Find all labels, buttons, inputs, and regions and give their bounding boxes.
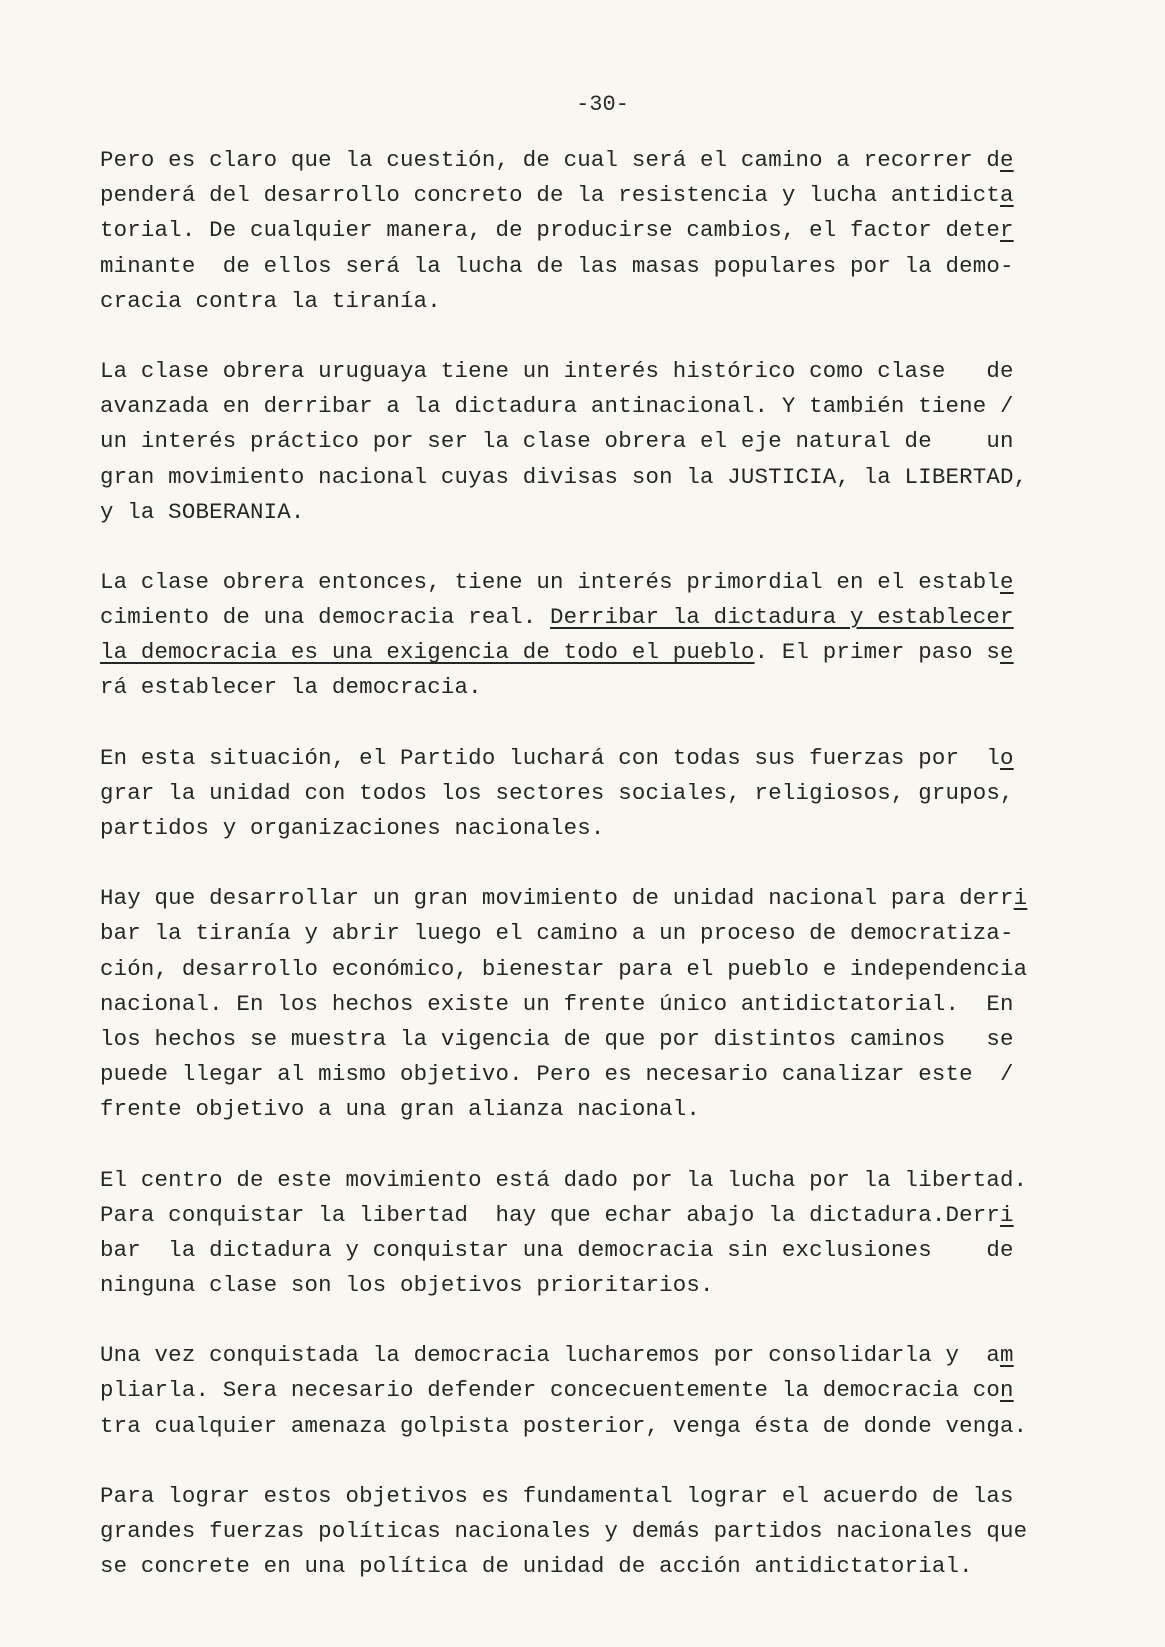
paragraph-5	[100, 881, 1075, 1127]
text-line: Para lograr estos objetivos es fundamental lograr el acuerdo de las	[100, 1482, 1014, 1509]
text-line: grar la unidad con todos los sectores sociales, religiosos, grupos,	[100, 779, 1014, 806]
text-line: partidos y organizaciones nacionales.	[100, 815, 605, 841]
text-line: Pero es claro que la cuestión, de cual será el camino a recorrer de	[100, 147, 1014, 173]
paragraph-6	[100, 1163, 1075, 1304]
text-line: los hechos se muestra la vigencia de que por distintos caminos se	[100, 1025, 1014, 1052]
paragraph-2	[100, 354, 1075, 530]
document-body	[100, 143, 1075, 1619]
text-line: La clase obrera uruguaya tiene un interés histórico como clase de	[100, 357, 1014, 384]
text-line: frente objetivo a una gran alianza nacional.	[100, 1096, 701, 1123]
text-line: tra cualquier amenaza golpista posterior, venga ésta de donde venga.	[100, 1412, 1028, 1439]
paragraph-8	[100, 1479, 1075, 1585]
underlined-phrase: la democracia es una exigencia de todo el pueblo	[100, 639, 755, 666]
text-line: un interés práctico por ser la clase obrera el eje natural de un	[100, 428, 1014, 455]
text-line: y la SOBERANIA.	[100, 498, 305, 525]
text-line: cracia contra la tiranía.	[100, 287, 441, 314]
text-line: Para conquistar la libertad hay que echar abajo la dictadura.Derri	[100, 1201, 1014, 1228]
text-line: Hay que desarrollar un gran movimiento de unidad nacional para derri	[100, 885, 1028, 912]
text-line: cimiento de una democracia real. Derribar la dictadura y establecer	[100, 604, 1014, 631]
text-line: El centro de este movimiento está dado por la lucha por la libertad.	[100, 1166, 1028, 1193]
text-line: avanzada en derribar a la dictadura antinacional. Y también tiene /	[100, 393, 1014, 420]
paragraph-1	[100, 143, 1075, 319]
text-line: la democracia es una exigencia de todo el pueblo. El primer paso se	[100, 639, 1014, 666]
text-line: se concrete en una política de unidad de acción antidictatorial.	[100, 1553, 973, 1580]
underlined-phrase: Derribar la dictadura y establecer	[550, 604, 1014, 631]
text-line: grandes fuerzas políticas nacionales y demás partidos nacionales que	[100, 1518, 1028, 1544]
text-line: ción, desarrollo económico, bienestar para el pueblo e independencia	[100, 955, 1028, 982]
text-line: pliarla. Sera necesario defender concecuentemente la democracia con	[100, 1377, 1014, 1404]
text-line: torial. De cualquier manera, de producirse cambios, el factor deter	[100, 217, 1014, 244]
page-number: -30-	[576, 92, 629, 117]
text-line: gran movimiento nacional cuyas divisas son la JUSTICIA, la LIBERTAD,	[100, 463, 1028, 490]
text-line: rá establecer la democracia.	[100, 674, 482, 701]
paragraph-7	[100, 1338, 1075, 1444]
text-line: ninguna clase son los objetivos prioritarios.	[100, 1272, 714, 1299]
text-line: bar la dictadura y conquistar una democracia sin exclusiones de	[100, 1236, 1014, 1263]
paragraph-4	[100, 741, 1075, 847]
text-line: nacional. En los hechos existe un frente único antidictatorial. En	[100, 990, 1014, 1017]
text-line: minante de ellos será la lucha de las masas populares por la demo-	[100, 252, 1014, 279]
text-line: Una vez conquistada la democracia lucharemos por consolidarla y am	[100, 1342, 1014, 1369]
text-line: En esta situación, el Partido luchará con todas sus fuerzas por lo	[100, 744, 1014, 771]
text-line: bar la tiranía y abrir luego el camino a un proceso de democratiza-	[100, 920, 1014, 947]
text-line: puede llegar al mismo objetivo. Pero es necesario canalizar este /	[100, 1061, 1014, 1088]
paragraph-3	[100, 565, 1075, 706]
text-line: La clase obrera entonces, tiene un interés primordial en el estable	[100, 568, 1014, 595]
text-line: penderá del desarrollo concreto de la resistencia y lucha antidicta	[100, 182, 1014, 209]
